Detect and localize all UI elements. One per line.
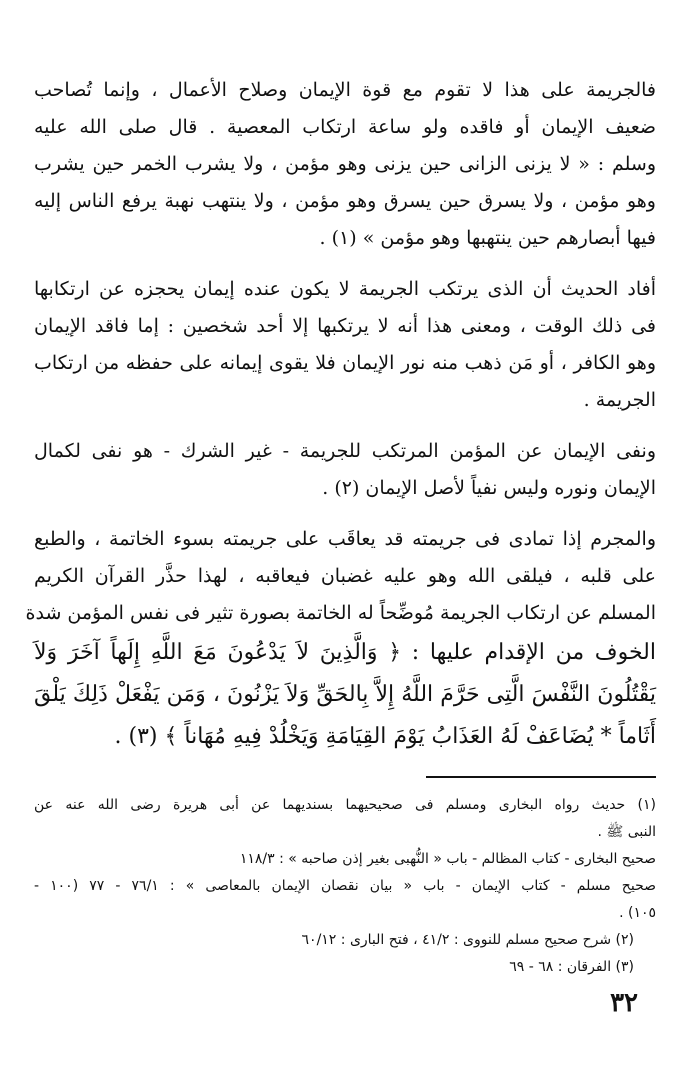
text-line: على قلبه ، فيلقى الله وهو عليه غضبان فيعاقبه ، لهذا حذَّر القرآن الكريم <box>34 565 656 587</box>
text-line: وهو الكافر ، أو مَن ذهب منه نور الإيمان فلا يقوى إيمانه على حفظه من ارتكاب <box>34 352 656 374</box>
text-line: ونفى الإيمان عن المؤمن المرتكب للجريمة - غير الشرك - هو نفى لكمال <box>34 440 656 462</box>
text-line: الإيمان ونوره وليس نفياً لأصل الإيمان (٢) . <box>322 477 656 499</box>
footnote-2: (٢) شرح صحيح مسلم للنووى : ٤١/٢ ، فتح البارى : ٦٠/١٢ <box>301 932 634 948</box>
paragraph-1 <box>34 72 656 257</box>
text-line: المسلم عن ارتكاب الجريمة مُوضِّحاً له الخاتمة بصورة تثير فى نفس المؤمن شدة <box>25 602 656 624</box>
footnote-1: (١) حديث رواه البخارى ومسلم فى صحيحيهما بسنديهما عن أبى هريرة رضى الله عنه عن <box>34 797 656 813</box>
quran-verse-line: الخوف من الإقدام عليها : ﴿ وَالَّذِينَ لاَ يَدْعُونَ مَعَ اللَّهِ إِلَهاً آخَرَ وَلاَ <box>34 640 656 665</box>
text-line: فيها أبصارهم حين ينتهبها وهو مؤمن » (١) . <box>319 227 656 249</box>
footnote-1-source-muslim: صحيح مسلم - كتاب الإيمان - باب « بيان نقصان الإيمان بالمعاصى » : ٧٦/١ - ٧٧ (١٠٠ - <box>34 878 656 894</box>
footnotes <box>34 792 656 981</box>
footnote-1-continued: النبى ﷺ . <box>597 824 656 840</box>
text-line: الجريمة . <box>583 389 656 411</box>
paragraph-4 <box>25 521 656 758</box>
quran-verse-line: أَثَاماً * يُضَاعَفْ لَهُ العَذَابُ يَوْمَ القِيَامَةِ وَيَخْلُدْ فِيهِ مُهَاناً ﴾ (٣) . <box>114 724 656 749</box>
paragraph-2 <box>34 271 656 419</box>
footnote-3: (٣) الفرقان : ٦٨ - ٦٩ <box>509 959 634 975</box>
text-line: أفاد الحديث أن الذى يرتكب الجريمة لا يكون عنده إيمان يحجزه عن ارتكابها <box>34 278 656 300</box>
page-number: ٣٢ <box>610 988 638 1018</box>
text-line: ضعيف الإيمان أو فاقده ولو ساعة ارتكاب المعصية . قال صلى الله عليه <box>34 116 656 138</box>
quran-verse-line: يَقْتُلُونَ النَّفْسَ الَّتِى حَرَّمَ اللَّهُ إِلاَّ بِالحَقِّ وَلاَ يَزْنُونَ ، وَمَن يَفْعَلْ ذَلِكَ يَلْقَ <box>34 682 656 707</box>
text-line: والمجرم إذا تمادى فى جريمته قد يعاقَب على جريمته بسوء الخاتمة ، والطبع <box>34 528 656 550</box>
text-line: وسلم : « لا يزنى الزانى حين يزنى وهو مؤمن ، ولا يشرب الخمر حين يشرب <box>34 153 656 175</box>
footnote-1-source-bukhari: صحيح البخارى - كتاب المظالم - باب « النُّهبى بغير إذن صاحبه » : ١١٨/٣ <box>239 851 656 867</box>
footnote-divider <box>426 776 656 778</box>
text-line: فالجريمة على هذا لا تقوم مع قوة الإيمان وصلاح الأعمال ، وإنما تُصاحب <box>34 79 656 101</box>
paragraph-3 <box>34 433 656 507</box>
text-line: فى ذلك الوقت ، ومعنى هذا أنه لا يرتكبها إلا أحد شخصين : إما فاقد الإيمان <box>34 315 656 337</box>
text-line: وهو مؤمن ، ولا يسرق حين يسرق وهو مؤمن ، ولا ينتهب نهبة يرفع الناس إليه <box>34 190 656 212</box>
footnote-1-source-muslim-end: ١٠٥) . <box>619 905 656 921</box>
